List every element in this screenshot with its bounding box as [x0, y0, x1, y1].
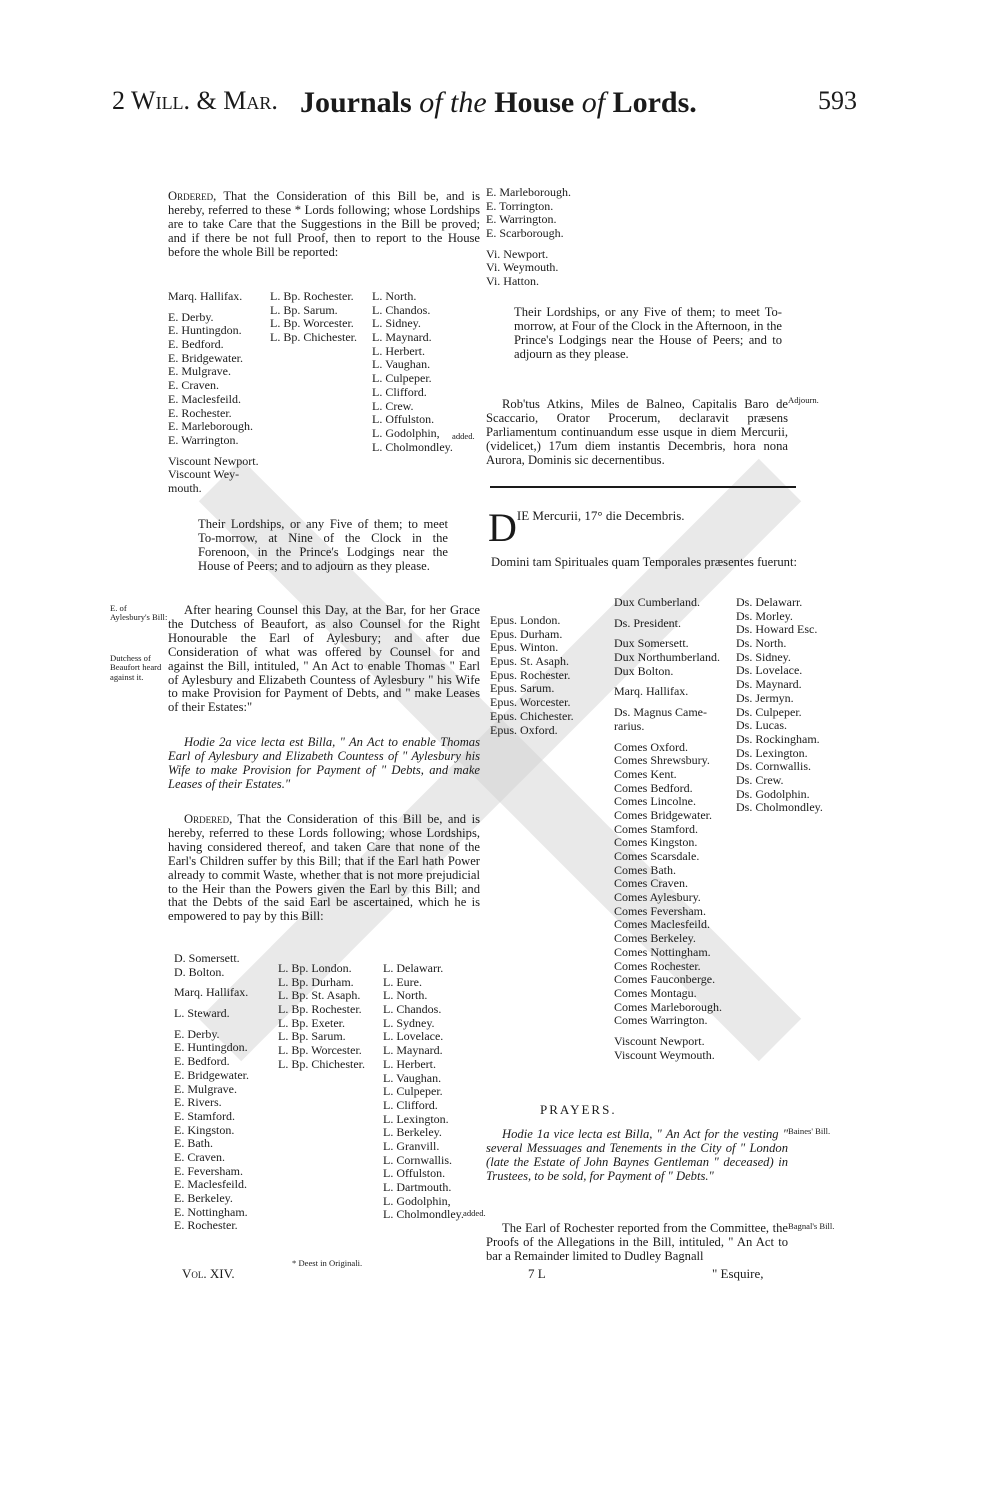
list-item: E. Scarborough. — [486, 226, 564, 241]
list-item: Ds. Jermyn. — [736, 690, 794, 705]
margin-note-aylesbury: E. of Aylesbury's Bill: — [110, 603, 168, 623]
list-item: E. Bridgewater. — [168, 350, 243, 365]
list-item: Ds. Rockingham. — [736, 731, 820, 746]
list-item: L. Lexington. — [383, 1111, 449, 1126]
list-item: L. Bp. London. — [278, 961, 352, 975]
list-item: Ds. Crew. — [736, 772, 784, 787]
list-item: E. Nottingham. — [174, 1204, 248, 1219]
committee-1-continuation — [486, 186, 571, 289]
section-rule — [490, 486, 796, 488]
list-item: L. Bp. Worcester. — [278, 1043, 362, 1058]
list-item: Comes Maclesfeild. — [614, 917, 710, 932]
list-item: Marq. Hallifax. — [614, 684, 689, 699]
list-item: L. Dartmouth. — [383, 1180, 452, 1194]
list-item: L. Offulston. — [372, 412, 435, 427]
list-item: E. Bath. — [174, 1136, 213, 1151]
list-item: L. Herbert. — [372, 343, 425, 358]
list-item: L. North. — [383, 988, 428, 1003]
day-heading: $D^{IE Mercurii, 17^\circ die Decembris.}$ — [488, 505, 685, 550]
list-item: E. Bridgewater. — [174, 1067, 249, 1082]
list-item: Comes Kent. — [614, 766, 677, 781]
list-item: L. Herbert. — [383, 1056, 436, 1071]
list-item: L. Vaughan. — [383, 1070, 442, 1085]
list-item: E. Stamford. — [174, 1108, 235, 1123]
list-item: L. Chandos. — [372, 302, 431, 317]
list-item: E. Maclesfeild. — [174, 1177, 247, 1192]
list-item: L. Lovelace. — [383, 1029, 444, 1044]
committee-1-col3 — [372, 290, 453, 454]
list-item: L. Culpeper. — [372, 371, 432, 386]
ordered-paragraph-2: Ordered, That the Consideration of this Bill be, and is hereby, referred to these Lords following; whose Lordships, having considered thereof, and taken Care that none of the Earl's Children suffer by this Bill; that if the Earl hath Power already to commit Waste, whether that is not more prejudicial to the Heir than the Powers given the Earl by this Bill; and that the Debts of the said Earl be ascertained, which he is empowered to pay by this Bill: — [168, 812, 480, 924]
list-item: L. Bp. Rochester. — [270, 289, 354, 303]
list-item: D. Somersett. — [174, 951, 240, 965]
list-item: Ds. Howard Esc. — [736, 622, 818, 637]
list-item: Comes Lincolne. — [614, 794, 696, 809]
list-item: Comes Kingston. — [614, 835, 698, 850]
list-item: E. Marleborough. — [168, 419, 253, 434]
list-item: Ds. Lovelace. — [736, 663, 803, 678]
list-item: Dux Bolton. — [614, 663, 674, 678]
list-item: Vi. Newport. — [486, 246, 549, 261]
committee-2-col3 — [383, 962, 464, 1222]
list-item: Ds. Morley. — [736, 608, 793, 623]
list-item: L. Godolphin, — [383, 1193, 451, 1208]
list-item: L. Bp. Sarum. — [278, 1029, 346, 1044]
list-item: Vi. Weymouth. — [486, 260, 559, 275]
domini-present-heading: Domini tam Spirituales quam Temporales præsentes fuerunt: — [491, 555, 797, 569]
list-item: L. Bp. Worcester. — [270, 316, 354, 331]
list-item: Epus. Durham. — [490, 626, 563, 641]
list-item: E. Torrington. — [486, 198, 554, 213]
list-item: Dux Cumberland. — [614, 595, 700, 609]
list-item: E. Marleborough. — [486, 185, 571, 199]
list-item: Comes Berkeley. — [614, 931, 696, 946]
list-item: Ds. Magnus Came- — [614, 705, 707, 720]
list-item: L. Bp. Exeter. — [278, 1015, 345, 1030]
list-item: Ds. North. — [736, 636, 787, 651]
list-item: L. Maynard. — [372, 330, 432, 345]
list-item: L. Culpeper. — [383, 1084, 443, 1099]
list-item: Marq. Hallifax. — [168, 289, 243, 303]
list-item: Ds. President. — [614, 615, 681, 630]
list-item: Dux Somersett. — [614, 636, 689, 651]
list-item: Epus. London. — [490, 613, 561, 627]
list-item: L. Sydney. — [383, 1015, 435, 1030]
list-item: L. Bp. Durham. — [278, 974, 354, 989]
list-item: L. Crew. — [372, 398, 414, 413]
list-item: Comes Bath. — [614, 862, 676, 877]
list-item: Ds. Sidney. — [736, 649, 791, 664]
committee-2-col2 — [278, 962, 365, 1072]
list-item: E. Bedford. — [168, 337, 224, 352]
list-item: Dux Northumberland. — [614, 650, 720, 665]
list-item: Comes Rochester. — [614, 958, 701, 973]
list-item: E. Warrington. — [486, 212, 557, 227]
added-note-1: added. — [452, 431, 475, 441]
list-item: E. Huntingdon. — [168, 323, 242, 338]
list-item: Comes Warrington. — [614, 1013, 708, 1028]
list-item: E. Derby. — [174, 1026, 220, 1041]
list-item: L. Delawarr. — [383, 961, 444, 975]
list-item: Comes Montagu. — [614, 985, 697, 1000]
list-item: rarius. — [614, 718, 645, 733]
list-item: Viscount Wey- — [168, 467, 240, 482]
list-item: Epus. Worcester. — [490, 695, 571, 710]
list-item: E. Mulgrave. — [174, 1081, 237, 1096]
list-item: L. Godolphin, — [372, 425, 440, 440]
list-item: L. Cholmondley. — [383, 1207, 464, 1222]
list-item: E. Kingston. — [174, 1122, 235, 1137]
prayers-heading: PRAYERS. — [540, 1102, 617, 1117]
list-item: L. Clifford. — [372, 384, 427, 399]
meeting-paragraph-1: Their Lordships, or any Five of them; to meet To-morrow, at Nine of the Clock in the Forenoon, in the Prince's Lodgings near the House of Peers; and to adjourn as they please. — [198, 517, 448, 573]
hearing-paragraph: After hearing Counsel this Day, at the Bar, for her Grace the Dutchess of Beaufort, as also Counsel for the Right Honourable the Earl of Aylesbury; and after due Consideration of what was offered by Counsel for and against the Bill, intituled, " An Act to enable Thomas " Earl of Aylesbury and Elizabeth Countess of Aylesbury " his Wife to make Provision for Payment of Debts, and " make Leases of their Estates:" — [168, 603, 480, 715]
list-item: L. Vaughan. — [372, 357, 431, 372]
list-item: Marq. Hallifax. — [174, 985, 249, 1000]
margin-note-beaufort: Dutchess of Beaufort heard against it. — [110, 653, 162, 682]
list-item: E. Warrington. — [168, 432, 239, 447]
list-item: Comes Shrewsbury. — [614, 753, 710, 768]
present-barons — [736, 596, 823, 815]
list-item: Ds. Culpeper. — [736, 704, 802, 719]
list-item: Comes Scarsdale. — [614, 849, 700, 863]
list-item: L. Chandos. — [383, 1002, 442, 1017]
present-bishops — [490, 614, 574, 737]
rochester-report: The Earl of Rochester reported from the Committee, the Proofs of the Allegations in the Bill, intituled, " An Act to bar a Remainder limited to Dudley Bagnall — [486, 1221, 788, 1263]
list-item: L. Bp. Chichester. — [270, 330, 357, 345]
running-head-reign: 2 Will. & Mar. — [112, 86, 278, 115]
committee-2-col1 — [174, 952, 249, 1233]
adjournment-paragraph: Rob'tus Atkins, Miles de Balneo, Capitalis Baro de Scaccario, Orator Procerum, declaravit præsens Parliamentum continuandum esse usque in diem Mercurii, (videlicet,) 17um diem instantis Decembris, hora nona Aurora, Dominis sic decernentibus. — [486, 397, 788, 467]
list-item: E. Craven. — [174, 1149, 225, 1164]
list-item: D. Bolton. — [174, 964, 225, 979]
list-item: Ds. Delawarr. — [736, 595, 803, 609]
footnote: * Deest in Originali. — [292, 1258, 363, 1268]
list-item: L. Maynard. — [383, 1043, 443, 1058]
list-item: Viscount Weymouth. — [614, 1047, 715, 1062]
list-item: E. Rivers. — [174, 1095, 222, 1110]
list-item: E. Craven. — [168, 378, 219, 393]
committee-1-col2 — [270, 290, 357, 345]
list-item: L. Eure. — [383, 974, 422, 989]
ordered-paragraph-1: Ordered, That the Consideration of this Bill be, and is hereby, referred to these * Lords following; whose Lordships are to take Care that the Suggestions in the Bill be proved; and if there be not full Proof, then to report to the House before the whole Bill be reported: — [168, 189, 481, 259]
margin-note-adjourn: Adjourn. — [788, 395, 819, 405]
margin-note-baines: Baines' Bill. — [788, 1126, 831, 1136]
list-item: L. Berkeley. — [383, 1125, 442, 1140]
list-item: E. Rochester. — [168, 405, 232, 420]
list-item: Comes Stamford. — [614, 821, 698, 836]
list-item: Vi. Hatton. — [486, 274, 539, 289]
list-item: L. Bp. St. Asaph. — [278, 988, 361, 1003]
list-item: Epus. Winton. — [490, 640, 559, 655]
list-item: Ds. Godolphin. — [736, 786, 810, 801]
list-item: L. Cornwallis. — [383, 1152, 452, 1167]
list-item: Comes Feversham. — [614, 903, 706, 918]
list-item: E. Mulgrave. — [168, 364, 231, 379]
list-item: Viscount Newport. — [168, 453, 259, 468]
volume-signature: Vol. XIV. — [182, 1266, 235, 1281]
list-item: E. Rochester. — [174, 1218, 238, 1233]
list-item: Ds. Lexington. — [736, 745, 808, 760]
list-item: Epus. Oxford. — [490, 722, 558, 737]
list-item: mouth. — [168, 480, 202, 495]
list-item: L. Sidney. — [372, 316, 421, 331]
list-item: E. Maclesfeild. — [168, 391, 241, 406]
list-item: Epus. Sarum. — [490, 681, 555, 696]
margin-note-bagnal: Bagnal's Bill. — [788, 1221, 835, 1231]
list-item: L. Offulston. — [383, 1166, 446, 1181]
running-head-title: Journals of the House of Lords. — [300, 86, 697, 119]
list-item: Ds. Maynard. — [736, 677, 802, 692]
list-item: Comes Fauconberge. — [614, 972, 716, 987]
meeting-paragraph-2: Their Lordships, or any Five of them; to meet To-morrow, at Four of the Clock in the Afternoon, in the Prince's Lodgings near the House of Peers; and to adjourn as they please. — [514, 305, 782, 361]
committee-1-col1 — [168, 290, 259, 496]
list-item: Comes Nottingham. — [614, 944, 711, 959]
list-item: Comes Marleborough. — [614, 999, 722, 1014]
list-item: Epus. Rochester. — [490, 667, 571, 682]
list-item: Comes Bedford. — [614, 780, 693, 795]
list-item: L. Bp. Rochester. — [278, 1002, 362, 1017]
catchword-signature: 7 L — [528, 1266, 546, 1281]
page-number: 593 — [818, 86, 857, 115]
list-item: L. Bp. Chichester. — [278, 1056, 365, 1071]
list-item: Ds. Cholmondley. — [736, 800, 823, 815]
list-item: L. Cholmondley. — [372, 439, 453, 454]
list-item: Epus. Chichester. — [490, 708, 574, 723]
list-item: L. Bp. Sarum. — [270, 302, 338, 317]
hodie-first-reading: Hodie 1a vice lecta est Billa, " An Act for the vesting " several Messuages and Tenements in the City of " London (late the Estate of John Baynes Gentleman " deceased) in Trustees, to be sold, for Payment of " Debts." — [486, 1127, 788, 1183]
list-item: Comes Aylesbury. — [614, 890, 701, 905]
list-item: E. Feversham. — [174, 1163, 243, 1178]
list-item: Epus. St. Asaph. — [490, 654, 570, 669]
list-item: Viscount Newport. — [614, 1033, 705, 1048]
list-item: L. Granvill. — [383, 1138, 440, 1153]
present-temporal-1 — [614, 596, 722, 1062]
list-item: L. Clifford. — [383, 1097, 438, 1112]
hodie-second-reading: Hodie 2a vice lecta est Billa, " An Act to enable Thomas Earl of Aylesbury and Elizabeth Countess of " Aylesbury his Wife to make Provision for Payment of " Debts, and make Leases of their Estates." — [168, 735, 480, 791]
list-item: Comes Bridgewater. — [614, 807, 712, 822]
list-item: L. Steward. — [174, 1006, 230, 1021]
list-item: E. Huntingdon. — [174, 1040, 248, 1055]
list-item: L. North. — [372, 289, 417, 303]
list-item: E. Bedford. — [174, 1054, 230, 1069]
list-item: E. Derby. — [168, 309, 214, 324]
list-item: Comes Craven. — [614, 876, 688, 891]
catchword: " Esquire, — [712, 1266, 764, 1281]
added-note-2: added. — [463, 1208, 486, 1218]
list-item: E. Berkeley. — [174, 1191, 233, 1205]
list-item: Ds. Cornwallis. — [736, 759, 811, 774]
list-item: Comes Oxford. — [614, 739, 688, 754]
list-item: Ds. Lucas. — [736, 718, 787, 733]
